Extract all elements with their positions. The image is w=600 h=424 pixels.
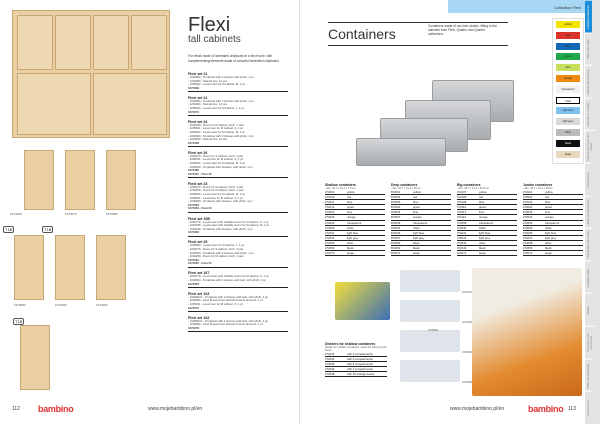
color-swatch: transparent <box>556 86 580 93</box>
divider-photo <box>400 360 460 382</box>
product-code: 272044 <box>325 357 335 362</box>
product-code: 272048 <box>325 372 335 377</box>
product-code: 272024 <box>523 205 533 210</box>
color-name: orange <box>479 215 488 220</box>
set-line: - 1005022 - Level insert for M cabinet, M, 1 pc <box>188 161 246 165</box>
set-line: - 1002250 - Doors for M cabinet, birch, 1 pair <box>188 122 244 127</box>
table-dims: - dim. 42.7 x 31.4 x 15 cm <box>391 187 421 190</box>
set-line: - 1002250 - Doors for M cabinet, birch, 1 pair <box>188 254 244 259</box>
product-code: 272025 <box>523 220 533 225</box>
table-row <box>457 251 517 256</box>
container-table <box>325 183 385 256</box>
divider-photo <box>400 270 460 292</box>
color-swatch: white <box>556 97 580 104</box>
product-code: 272046 <box>325 367 335 372</box>
product-code: 272030 <box>523 225 533 230</box>
item-name: with 8 compartments <box>347 362 373 367</box>
sidebar-tab[interactable]: Furniture for toddlers <box>585 98 592 131</box>
color-swatch: light blue <box>556 107 580 114</box>
set-line: - 1002600 - M cabinet with 2 shelves with plinth, 1 pc <box>188 133 254 138</box>
color-name: light grey <box>347 235 359 240</box>
color-name: light grey <box>413 235 425 240</box>
product-code: 272050 <box>325 240 335 245</box>
product-code: 872060 <box>391 246 401 251</box>
table-title: Jumbo containers <box>523 183 553 187</box>
product-code: 872036 <box>391 230 401 235</box>
website-link[interactable]: www.mojebambino.pl/en <box>450 406 505 412</box>
color-name: lime <box>479 210 485 215</box>
cabinet-label: 1673084 <box>96 303 108 307</box>
set-item <box>188 271 288 288</box>
cabinet-label: 1673086 <box>106 212 118 216</box>
set-name: Flexi set 167 <box>188 271 210 276</box>
product-code: 272053 <box>325 246 335 251</box>
website-link[interactable]: www.mojebambino.pl/en <box>148 406 203 412</box>
color-swatch: blue <box>556 43 580 50</box>
set-line: - 1005022 - Level insert for M cabinet, M, 1 pc <box>188 192 246 197</box>
product-code: 372110 <box>457 215 467 220</box>
cabinet-label: 1673069 <box>10 212 22 216</box>
color-name: red <box>479 195 484 200</box>
table-dims: - dim. 42.7 x 31.4 x 22.5 cm <box>457 187 490 190</box>
product-code: 872004 <box>391 195 401 200</box>
product-code: 272045 <box>325 362 335 367</box>
color-name: white <box>413 225 420 230</box>
product-code: 872071 <box>391 251 401 256</box>
color-name: beige <box>545 251 552 256</box>
description: Containers made of not-toxic plastic, fitting to the cabinets from Flexi, Quadro and Quartet collections. <box>428 24 497 36</box>
table-dims: - dim. 42.7 x 31.4 x 7.5 cm <box>325 187 356 190</box>
table-title: Big containers <box>457 183 481 187</box>
product-code: 272003 <box>325 190 335 194</box>
color-name: silver <box>479 240 486 245</box>
tag-badge: T1B <box>15 319 23 324</box>
color-name: beige <box>479 251 486 256</box>
set-item <box>188 120 288 148</box>
color-name: blue <box>545 200 551 205</box>
color-name: black <box>545 246 552 251</box>
sidebar-tab[interactable]: Library and bookcases <box>585 196 592 229</box>
dividers-title: Dividers for shallow containers <box>325 342 376 346</box>
color-name: orange <box>545 215 554 220</box>
set-code: 1673087 - Flexi 26 <box>188 171 212 176</box>
set-name: Flexi set 22 <box>188 95 208 100</box>
image-code: 272046 <box>462 350 473 354</box>
set-code: 1673070 <box>188 109 199 114</box>
image-code: 272048 <box>462 380 473 384</box>
product-code: 372108 <box>457 195 467 200</box>
set-item <box>188 151 288 179</box>
product-code: 372109 <box>457 200 467 205</box>
color-name: yellow <box>479 190 487 194</box>
sidebar-tab[interactable]: Sleeping and relaxing <box>585 65 592 98</box>
set-line: - 1005022 - Level insert for M cabinet, M, 1 pc <box>188 129 246 134</box>
product-code: 272041 <box>523 215 533 220</box>
set-line: - 1002600 - M cabinet with 2 shelves with plinth, 1 pc <box>188 250 254 255</box>
color-name: light grey <box>479 235 491 240</box>
color-name: orange <box>413 215 422 220</box>
color-name: beige <box>347 251 354 256</box>
set-line: - 1005021 - Level riser for M cabinet, S, 1 pc <box>188 195 244 200</box>
set-line: - 1294900 - Natural box, 12 pcs <box>188 137 228 142</box>
set-line: - 1002630 - M cabinet with drawers, with plinth, 1 pc <box>188 226 253 231</box>
set-code: 1673083 <box>188 281 199 286</box>
set-line: - 1005022 - Level insert for M cabinet, M, 1 pc <box>188 82 246 87</box>
color-name: yellow <box>545 190 553 194</box>
product-code: 372099 <box>457 220 467 225</box>
collection-band: Collection Flexi <box>448 0 585 13</box>
product-code: 872006 <box>391 205 401 210</box>
item-name: with 2 compartments <box>347 367 373 372</box>
color-name: lime <box>545 210 551 215</box>
table-row <box>523 251 583 256</box>
sidebar-tab[interactable]: Furniture for rooms and lockers <box>585 130 595 163</box>
set-name: Flexi set 162 <box>188 315 210 320</box>
sidebar-tab[interactable]: Furniture collections <box>585 0 592 33</box>
product-code: 372043 <box>457 246 467 251</box>
product-code: 272026 <box>325 220 335 225</box>
table-title: Shallow containers <box>325 183 356 187</box>
product-code: 272037 <box>523 235 533 240</box>
set-item <box>188 96 288 116</box>
set-line: - 1005021 - Level riser for M cabinet, S, 1 pc <box>188 126 244 131</box>
set-line: - 1002960 - Flexi M level riser with birch doors and lock, 1 pc <box>188 298 264 303</box>
color-name: blue <box>479 200 485 205</box>
cabinet-label: 1673070 <box>65 212 77 216</box>
set-code: 1673069 <box>188 85 199 90</box>
product-code: 272010 <box>325 195 335 200</box>
color-name: lime <box>413 210 419 215</box>
color-name: white <box>347 225 354 230</box>
color-swatch: yellow <box>556 21 580 28</box>
color-swatch: black <box>556 140 580 147</box>
product-code: 372044 <box>457 240 467 245</box>
set-name: Flexi set 21 <box>188 72 208 76</box>
product-code: 272012 <box>325 205 335 210</box>
set-line: - 1002630 - M cabinet with drawers, with plinth, 1 pc <box>188 199 253 204</box>
page-number: 113 <box>568 406 576 412</box>
page-title: Flexi <box>188 14 231 36</box>
container-tables <box>325 183 585 256</box>
color-swatch: orange <box>556 75 580 82</box>
set-line: - 1002604C - M cabinet with 2 shelves with lock, with plinth, 1 pc <box>188 294 268 299</box>
color-swatch: light grey <box>556 118 580 125</box>
set-name: Flexi set 23 <box>188 181 208 186</box>
sidebar-tab[interactable]: Soft furniture <box>585 163 592 196</box>
product-code: 272070 <box>325 251 335 256</box>
color-name: red <box>413 195 418 200</box>
set-code: 1673084 - Flexi 23 <box>188 206 212 211</box>
set-line: - 1002604 - M cabinet with 2 shelves with lock, with plinth, 1 pc <box>188 278 266 283</box>
product-code: 272031 <box>325 230 335 235</box>
set-name: Flexi set 163 <box>188 291 210 296</box>
image-code: 272043 <box>428 328 439 332</box>
logo: bambino <box>38 404 74 414</box>
color-swatches <box>552 18 584 164</box>
product-code: 872007 <box>391 215 401 220</box>
set-code: 1673070 <box>188 305 199 310</box>
color-name: green <box>479 205 487 210</box>
right-page <box>300 0 600 424</box>
page-subtitle: tall cabinets <box>188 34 241 45</box>
product-code: 272021 <box>523 190 533 194</box>
color-name: silver <box>347 240 354 245</box>
product-code: 272030 <box>325 225 335 230</box>
set-line: - 1005021 - Level riser for M cabinet, S, 1 pc <box>188 157 244 162</box>
color-name: green <box>413 205 421 210</box>
product-code: 272048 <box>523 240 533 245</box>
set-name: Flexi set 25 <box>188 240 208 245</box>
set-code: 1673083 <box>188 202 199 207</box>
color-name: light blue <box>545 230 557 235</box>
page-title: Containers <box>328 22 508 46</box>
container-table <box>523 183 583 256</box>
color-name: light blue <box>413 230 425 235</box>
container-table <box>391 183 451 256</box>
color-name: black <box>347 246 354 251</box>
sidebar-tab[interactable]: Decoration and accessories <box>585 326 595 359</box>
color-name: black <box>413 246 420 251</box>
color-name: light blue <box>347 230 359 235</box>
set-item <box>188 182 288 213</box>
product-code: 272011 <box>325 200 335 205</box>
set-line: - 1294900 - Natural box, 12 pcs <box>188 78 228 83</box>
color-name: black <box>479 246 486 251</box>
set-line: - 1002250 - Doors for M cabinet, birch, 1 pair <box>188 188 244 193</box>
product-code: 272036 <box>523 230 533 235</box>
color-name: red <box>347 195 352 200</box>
set-name: Flexi set 16B <box>188 216 210 221</box>
color-name: orange <box>347 215 356 220</box>
set-line: - 1005040 - Level insert for M cabinet, L, 1 pc <box>188 106 245 111</box>
set-line: - 1094780 - Level insert with foldable doors for M cabinet, M, 1 pc <box>188 223 270 228</box>
set-item <box>188 292 288 312</box>
set-item <box>188 316 288 333</box>
product-code: 272040 <box>523 210 533 215</box>
set-item <box>188 240 288 268</box>
cabinet-label: 1673082 <box>55 303 67 307</box>
item-name: with 18 storage boxes <box>347 372 375 377</box>
color-name: light blue <box>479 230 491 235</box>
section-sidebar <box>585 0 600 424</box>
set-code: 1673078 <box>188 325 199 330</box>
sidebar-tab[interactable]: Kitchen <box>585 293 592 326</box>
product-code: 372107 <box>457 190 467 194</box>
color-name: yellow <box>413 190 421 194</box>
divider-photo <box>400 300 460 322</box>
color-name: green <box>545 205 553 210</box>
color-swatch: red <box>556 32 580 39</box>
product-code: 372110 <box>457 205 467 210</box>
product-code: 872005 <box>391 200 401 205</box>
color-swatch: green <box>556 53 580 60</box>
image-code: 272045 <box>462 320 473 324</box>
set-name: Flexi set 26 <box>188 150 208 155</box>
product-code: 272043 <box>325 352 335 356</box>
set-name: Flexi set 24 <box>188 119 208 124</box>
product-code: 372040 <box>457 225 467 230</box>
product-code: 372041 <box>457 230 467 235</box>
color-name: blue <box>413 200 419 205</box>
sidebar-tab[interactable]: Wardrobes and lockers <box>585 228 592 261</box>
sidebar-tab[interactable]: Changing tables <box>585 261 592 294</box>
set-code: 1673086 <box>188 168 199 173</box>
cabinet-label: 1673083 <box>14 303 26 307</box>
intro-text: For rehab made of laminated chipboard in a birch tone, with complementing elements made of colourful laminated chipboard. <box>188 54 280 63</box>
color-name: transparent <box>347 220 362 225</box>
set-code: 1673084 <box>188 257 199 262</box>
set-line: - 1094770 - Level insert with foldable doors for M cabinet, S, 1 pc <box>188 219 269 224</box>
table-dims: - dim. 42.7 x 31.4 x 30 cm <box>523 187 553 190</box>
classroom-photo <box>472 268 582 396</box>
color-swatch: silver <box>556 129 580 136</box>
table-row <box>391 251 451 256</box>
dividers-table <box>325 342 387 377</box>
table-row <box>325 372 387 377</box>
color-name: beige <box>413 251 420 256</box>
product-code: 272024 <box>325 210 335 215</box>
divider-photo <box>400 330 460 352</box>
color-name: silver <box>413 240 420 245</box>
set-line: - 1002600 - M cabinet with 2 shelves with plinth, 1 pc <box>188 75 254 79</box>
color-name: transparent <box>413 220 428 225</box>
product-code: 272050 <box>523 246 533 251</box>
product-code: 872008 <box>391 220 401 225</box>
product-code: 872001 <box>391 190 401 194</box>
color-name: light grey <box>545 235 557 240</box>
tray-photo <box>335 282 390 320</box>
set-code: 1673082 <box>188 230 199 235</box>
product-code: 272025 <box>325 215 335 220</box>
product-code: 372114 <box>457 210 467 215</box>
color-name: blue <box>347 200 353 205</box>
product-code: 272022 <box>523 195 533 200</box>
tag-badge: T1B <box>44 227 52 232</box>
product-code: 872037 <box>391 235 401 240</box>
product-code: 372042 <box>457 235 467 240</box>
product-code: 272032 <box>325 235 335 240</box>
product-code: 872031 <box>391 225 401 230</box>
page-number: 112 <box>12 406 20 412</box>
product-code: 872054 <box>391 240 401 245</box>
color-name: lime <box>347 210 353 215</box>
set-list <box>188 72 288 336</box>
set-line: - 1094770 - Level insert with foldable doors for M cabinet, S, 1 pc <box>188 274 269 279</box>
product-code: 272071 <box>523 251 533 256</box>
logo: bambino <box>528 404 564 414</box>
color-name: white <box>479 225 486 230</box>
sidebar-tab[interactable]: Office and furnishings <box>585 359 592 392</box>
item-name: with 4 compartments <box>347 352 373 356</box>
set-line: - 1002630 - M cabinet with drawers, with plinth, 1 pc <box>188 164 253 169</box>
product-code: 272023 <box>523 200 533 205</box>
set-item <box>188 72 288 92</box>
container-table <box>457 183 517 256</box>
set-item <box>188 217 288 237</box>
tag-badge: T1B <box>5 227 13 232</box>
set-line: - 1002960 - Flexi M level riser with birch doors and lock, 1 pc <box>188 322 264 327</box>
color-swatch: beige <box>556 151 580 158</box>
set-code: 1673085 - Flexi 25 <box>188 261 212 266</box>
set-line: - 1002600 - M cabinet with 2 shelves with plinth, 1 pc <box>188 98 254 103</box>
dividers-desc: Divider for shallow containers, useful for storing small items <box>325 346 387 352</box>
set-line: - 1002270 - Doors for S cabinet, birch, 1 pair <box>188 153 244 158</box>
sidebar-tab[interactable]: Tables and chairs <box>585 33 592 66</box>
color-name: silver <box>545 240 552 245</box>
color-name: red <box>545 195 550 200</box>
set-code: 1673068 <box>188 140 199 145</box>
table-title: Deep containers <box>391 183 418 187</box>
table-row <box>325 251 385 256</box>
color-name: transparent <box>479 220 494 225</box>
sidebar-tab[interactable]: Sensory room <box>585 391 592 424</box>
set-line: - 1002270 - Doors for S cabinet, birch, 1 pair <box>188 247 244 251</box>
set-line: - 1002604C - M cabinet with 2 shelves with lock, with plinth, 1 pc <box>188 318 268 323</box>
color-name: yellow <box>347 190 355 194</box>
item-name: with 6 compartments <box>347 357 373 362</box>
image-code: 272044 <box>462 290 473 294</box>
set-line: - 1294900 - Natural box, 12 pcs <box>188 102 228 107</box>
color-name: white <box>545 225 552 230</box>
set-line: - 1005021 - Level riser for M cabinet, S, 1 pc <box>188 301 244 306</box>
color-name: green <box>347 205 355 210</box>
color-name: transparent <box>545 220 560 225</box>
color-swatch: lime <box>556 64 580 71</box>
set-line: - 1005040 - Level insert for M cabinet, L, 1 pc <box>188 243 245 248</box>
product-code: 372072 <box>457 251 467 256</box>
product-code: 872026 <box>391 210 401 215</box>
set-line: - 1002270 - Doors for S cabinet, birch, 1 pair <box>188 184 244 189</box>
